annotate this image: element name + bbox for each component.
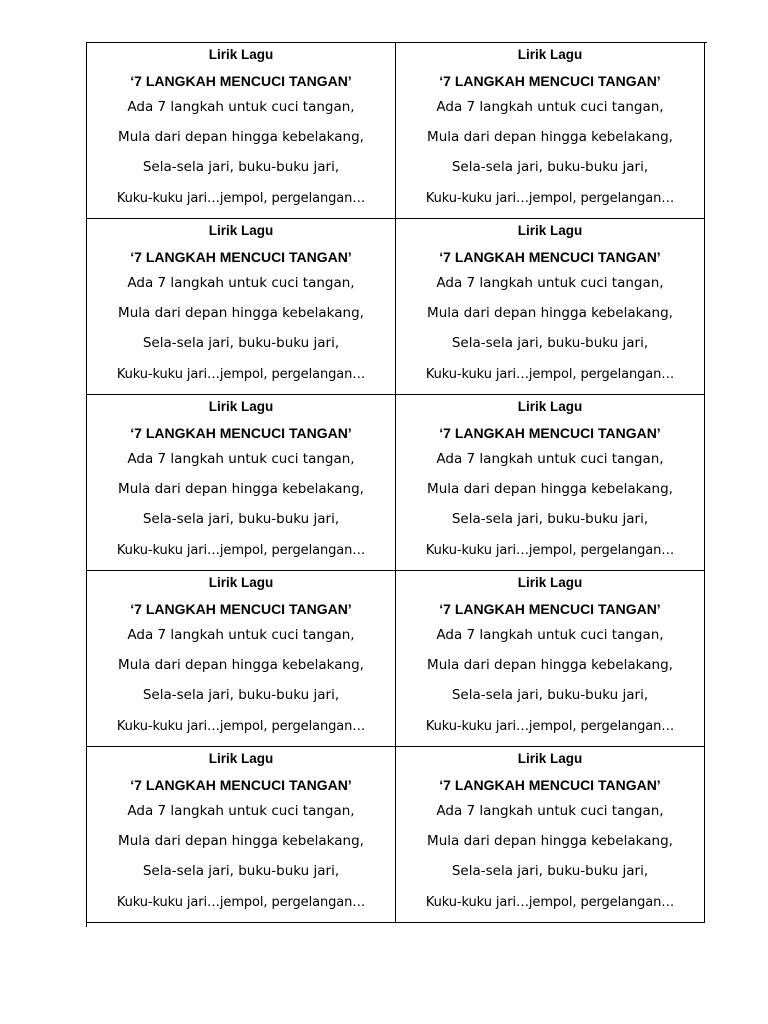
- song-title: ‘7 LANGKAH MENCUCI TANGAN’: [130, 249, 352, 265]
- card-label: Lirik Lagu: [517, 751, 583, 766]
- lyric-line: Kuku-kuku jari…jempol, pergelangan…: [116, 191, 366, 206]
- lyric-line: Sela-sela jari, buku-buku jari,: [451, 159, 649, 175]
- lyric-line: Sela-sela jari, buku-buku jari,: [142, 335, 340, 351]
- lyrics-card: [396, 395, 705, 571]
- lyric-line: Kuku-kuku jari…jempol, pergelangan…: [425, 367, 675, 382]
- lyric-line: Ada 7 langkah untuk cuci tangan,: [436, 99, 664, 115]
- lyric-line: Ada 7 langkah untuk cuci tangan,: [127, 451, 355, 467]
- lyric-line: Ada 7 langkah untuk cuci tangan,: [436, 803, 664, 819]
- lyrics-card: [396, 571, 705, 747]
- lyric-line: Kuku-kuku jari…jempol, pergelangan…: [425, 543, 675, 558]
- lyric-line: Mula dari depan hingga kebelakang,: [427, 305, 673, 321]
- lyric-line: Sela-sela jari, buku-buku jari,: [451, 335, 649, 351]
- card-label: Lirik Lagu: [208, 751, 274, 766]
- song-title: ‘7 LANGKAH MENCUCI TANGAN’: [439, 425, 661, 441]
- lyrics-card: [396, 219, 705, 395]
- lyric-line: Kuku-kuku jari…jempol, pergelangan…: [116, 543, 366, 558]
- lyrics-card-sheet: [86, 42, 707, 927]
- lyric-line: Ada 7 langkah untuk cuci tangan,: [127, 803, 355, 819]
- lyric-line: Sela-sela jari, buku-buku jari,: [451, 863, 649, 879]
- lyric-line: Mula dari depan hingga kebelakang,: [118, 481, 364, 497]
- song-title: ‘7 LANGKAH MENCUCI TANGAN’: [130, 777, 352, 793]
- lyric-line: Sela-sela jari, buku-buku jari,: [451, 687, 649, 703]
- song-title: ‘7 LANGKAH MENCUCI TANGAN’: [130, 425, 352, 441]
- song-title: ‘7 LANGKAH MENCUCI TANGAN’: [130, 73, 352, 89]
- lyric-line: Mula dari depan hingga kebelakang,: [118, 833, 364, 849]
- song-title: ‘7 LANGKAH MENCUCI TANGAN’: [439, 73, 661, 89]
- song-title: ‘7 LANGKAH MENCUCI TANGAN’: [439, 601, 661, 617]
- card-label: Lirik Lagu: [208, 575, 274, 590]
- lyric-line: Mula dari depan hingga kebelakang,: [427, 129, 673, 145]
- lyric-line: Mula dari depan hingga kebelakang,: [118, 129, 364, 145]
- lyric-line: Kuku-kuku jari…jempol, pergelangan…: [425, 719, 675, 734]
- card-label: Lirik Lagu: [517, 47, 583, 62]
- lyric-line: Ada 7 langkah untuk cuci tangan,: [436, 275, 664, 291]
- card-label: Lirik Lagu: [208, 223, 274, 238]
- lyric-line: Sela-sela jari, buku-buku jari,: [142, 687, 340, 703]
- lyric-line: Ada 7 langkah untuk cuci tangan,: [436, 627, 664, 643]
- lyric-line: Sela-sela jari, buku-buku jari,: [142, 511, 340, 527]
- lyric-line: Sela-sela jari, buku-buku jari,: [142, 863, 340, 879]
- song-title: ‘7 LANGKAH MENCUCI TANGAN’: [439, 777, 661, 793]
- lyric-line: Ada 7 langkah untuk cuci tangan,: [127, 627, 355, 643]
- lyric-line: Mula dari depan hingga kebelakang,: [118, 657, 364, 673]
- lyrics-card: [396, 43, 705, 219]
- lyric-line: Kuku-kuku jari…jempol, pergelangan…: [116, 895, 366, 910]
- lyrics-card: [87, 219, 396, 395]
- lyric-line: Ada 7 langkah untuk cuci tangan,: [127, 99, 355, 115]
- card-label: Lirik Lagu: [208, 47, 274, 62]
- lyric-line: Ada 7 langkah untuk cuci tangan,: [436, 451, 664, 467]
- song-title: ‘7 LANGKAH MENCUCI TANGAN’: [439, 249, 661, 265]
- lyric-line: Mula dari depan hingga kebelakang,: [427, 657, 673, 673]
- lyric-line: Kuku-kuku jari…jempol, pergelangan…: [116, 719, 366, 734]
- lyric-line: Mula dari depan hingga kebelakang,: [118, 305, 364, 321]
- song-title: ‘7 LANGKAH MENCUCI TANGAN’: [130, 601, 352, 617]
- card-label: Lirik Lagu: [517, 399, 583, 414]
- card-label: Lirik Lagu: [517, 223, 583, 238]
- lyric-line: Kuku-kuku jari…jempol, pergelangan…: [425, 191, 675, 206]
- lyric-line: Mula dari depan hingga kebelakang,: [427, 481, 673, 497]
- lyrics-card: [87, 571, 396, 747]
- lyric-line: Sela-sela jari, buku-buku jari,: [142, 159, 340, 175]
- lyric-line: Ada 7 langkah untuk cuci tangan,: [127, 275, 355, 291]
- lyrics-card: [396, 747, 705, 923]
- lyric-line: Kuku-kuku jari…jempol, pergelangan…: [116, 367, 366, 382]
- card-label: Lirik Lagu: [517, 575, 583, 590]
- lyrics-card: [87, 395, 396, 571]
- lyric-line: Mula dari depan hingga kebelakang,: [427, 833, 673, 849]
- lyric-line: Kuku-kuku jari…jempol, pergelangan…: [425, 895, 675, 910]
- lyric-line: Sela-sela jari, buku-buku jari,: [451, 511, 649, 527]
- lyrics-card: [87, 747, 396, 923]
- lyrics-card: [87, 43, 396, 219]
- card-label: Lirik Lagu: [208, 399, 274, 414]
